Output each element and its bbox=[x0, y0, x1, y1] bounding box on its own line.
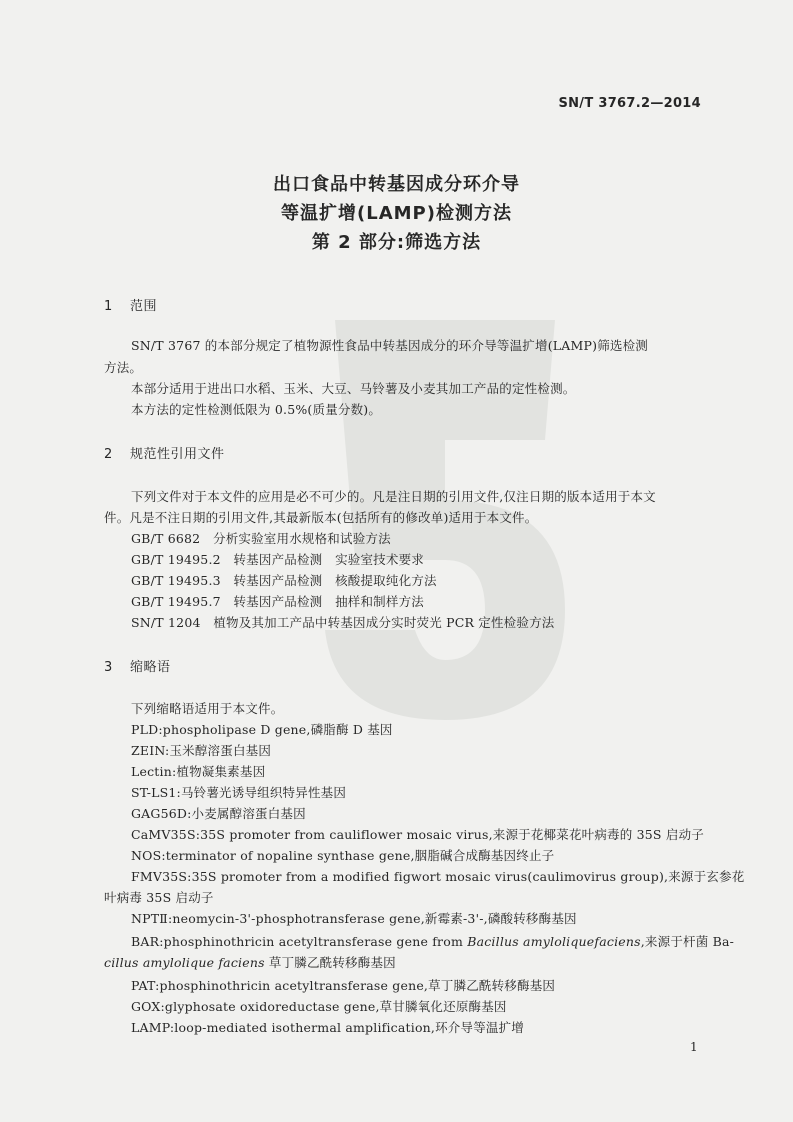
species-name: cillus amylolique faciens bbox=[104, 955, 265, 970]
title-line-3: 第 2 部分:筛选方法 bbox=[311, 232, 482, 253]
abbreviation-item: FMV35S:35S promoter from a modified figwort mosaic virus(caulimovirus group),来源于玄参花 bbox=[131, 869, 745, 884]
reference-item: GB/T 19495.2 转基因产品检测 实验室技术要求 bbox=[131, 552, 424, 567]
reference-item: GB/T 19495.3 转基因产品检测 核酸提取纯化方法 bbox=[131, 573, 437, 588]
paragraph-line: 本方法的定性检测低限为 0.5%(质量分数)。 bbox=[131, 402, 382, 417]
reference-item: SN/T 1204 植物及其加工产品中转基因成分实时荧光 PCR 定性检验方法 bbox=[131, 615, 555, 630]
abbreviation-item: GOX:glyphosate oxidoreductase gene,草甘膦氧化还原酶基因 bbox=[131, 999, 507, 1014]
reference-item: GB/T 6682 分析实验室用水规格和试验方法 bbox=[131, 531, 391, 546]
abbreviation-item: Lectin:植物凝集素基因 bbox=[131, 764, 266, 779]
abbreviation-item: NOS:terminator of nopaline synthase gene,胭脂碱合成酶基因终止子 bbox=[131, 848, 555, 863]
paragraph-line: 下列缩略语适用于本文件。 bbox=[131, 701, 284, 716]
reference-item: GB/T 19495.7 转基因产品检测 抽样和制样方法 bbox=[131, 594, 424, 609]
paragraph-line: SN/T 3767 的本部分规定了植物源性食品中转基因成分的环介导等温扩增(LAMP)筛选检测 bbox=[131, 338, 649, 353]
abbreviation-item: 叶病毒 35S 启动子 bbox=[104, 890, 214, 905]
section-3-heading bbox=[104, 656, 171, 675]
title-line-1: 出口食品中转基因成分环介导 bbox=[273, 174, 520, 195]
section-title: 缩略语 bbox=[130, 660, 171, 675]
abbreviation-item: CaMV35S:35S promoter from cauliflower mosaic virus,来源于花椰菜花叶病毒的 35S 启动子 bbox=[131, 827, 704, 842]
abbreviation-item-bar-cont bbox=[104, 953, 396, 971]
section-number: 2 bbox=[104, 447, 113, 462]
page-number: 1 bbox=[690, 1040, 698, 1054]
section-number: 3 bbox=[104, 660, 113, 675]
section-number: 1 bbox=[104, 299, 113, 314]
abbreviation-item: PAT:phosphinothricin acetyltransferase gene,草丁膦乙酰转移酶基因 bbox=[131, 978, 556, 993]
paragraph-line: 件。凡是不注日期的引用文件,其最新版本(包括所有的修改单)适用于本文件。 bbox=[104, 510, 538, 525]
section-1-heading bbox=[104, 295, 157, 314]
abbreviation-item: LAMP:loop-mediated isothermal amplification,环介导等温扩增 bbox=[131, 1020, 524, 1035]
abbreviation-item-bar bbox=[131, 932, 734, 950]
bar-text: BAR:phosphinothricin acetyltransferase gene from bbox=[131, 934, 468, 949]
paragraph-line: 本部分适用于进出口水稻、玉米、大豆、马铃薯及小麦其加工产品的定性检测。 bbox=[131, 381, 576, 396]
bar-text: ,来源于杆菌 Ba- bbox=[640, 934, 735, 949]
section-2-heading bbox=[104, 443, 225, 462]
abbreviation-item: ST-LS1:马铃薯光诱导组织特异性基因 bbox=[131, 785, 347, 800]
species-name: Bacillus amyloliquefaciens bbox=[467, 934, 641, 949]
abbreviation-item: ZEIN:玉米醇溶蛋白基因 bbox=[131, 743, 272, 758]
paragraph-line: 下列文件对于本文件的应用是必不可少的。凡是注日期的引用文件,仅注日期的版本适用于本文 bbox=[131, 489, 656, 504]
section-title: 范围 bbox=[130, 299, 158, 314]
abbreviation-item: PLD:phospholipase D gene,磷脂酶 D 基因 bbox=[131, 722, 393, 737]
title-line-2: 等温扩增(LAMP)检测方法 bbox=[281, 203, 512, 224]
bar-text: 草丁膦乙酰转移酶基因 bbox=[264, 955, 396, 970]
standard-code: SN/T 3767.2—2014 bbox=[558, 96, 701, 111]
paragraph-line: 方法。 bbox=[104, 360, 143, 375]
abbreviation-item: GAG56D:小麦属醇溶蛋白基因 bbox=[131, 806, 306, 821]
section-title: 规范性引用文件 bbox=[130, 447, 225, 462]
abbreviation-item: NPTⅡ:neomycin-3'-phosphotransferase gene,新霉素-3'-,磷酸转移酶基因 bbox=[131, 911, 577, 926]
